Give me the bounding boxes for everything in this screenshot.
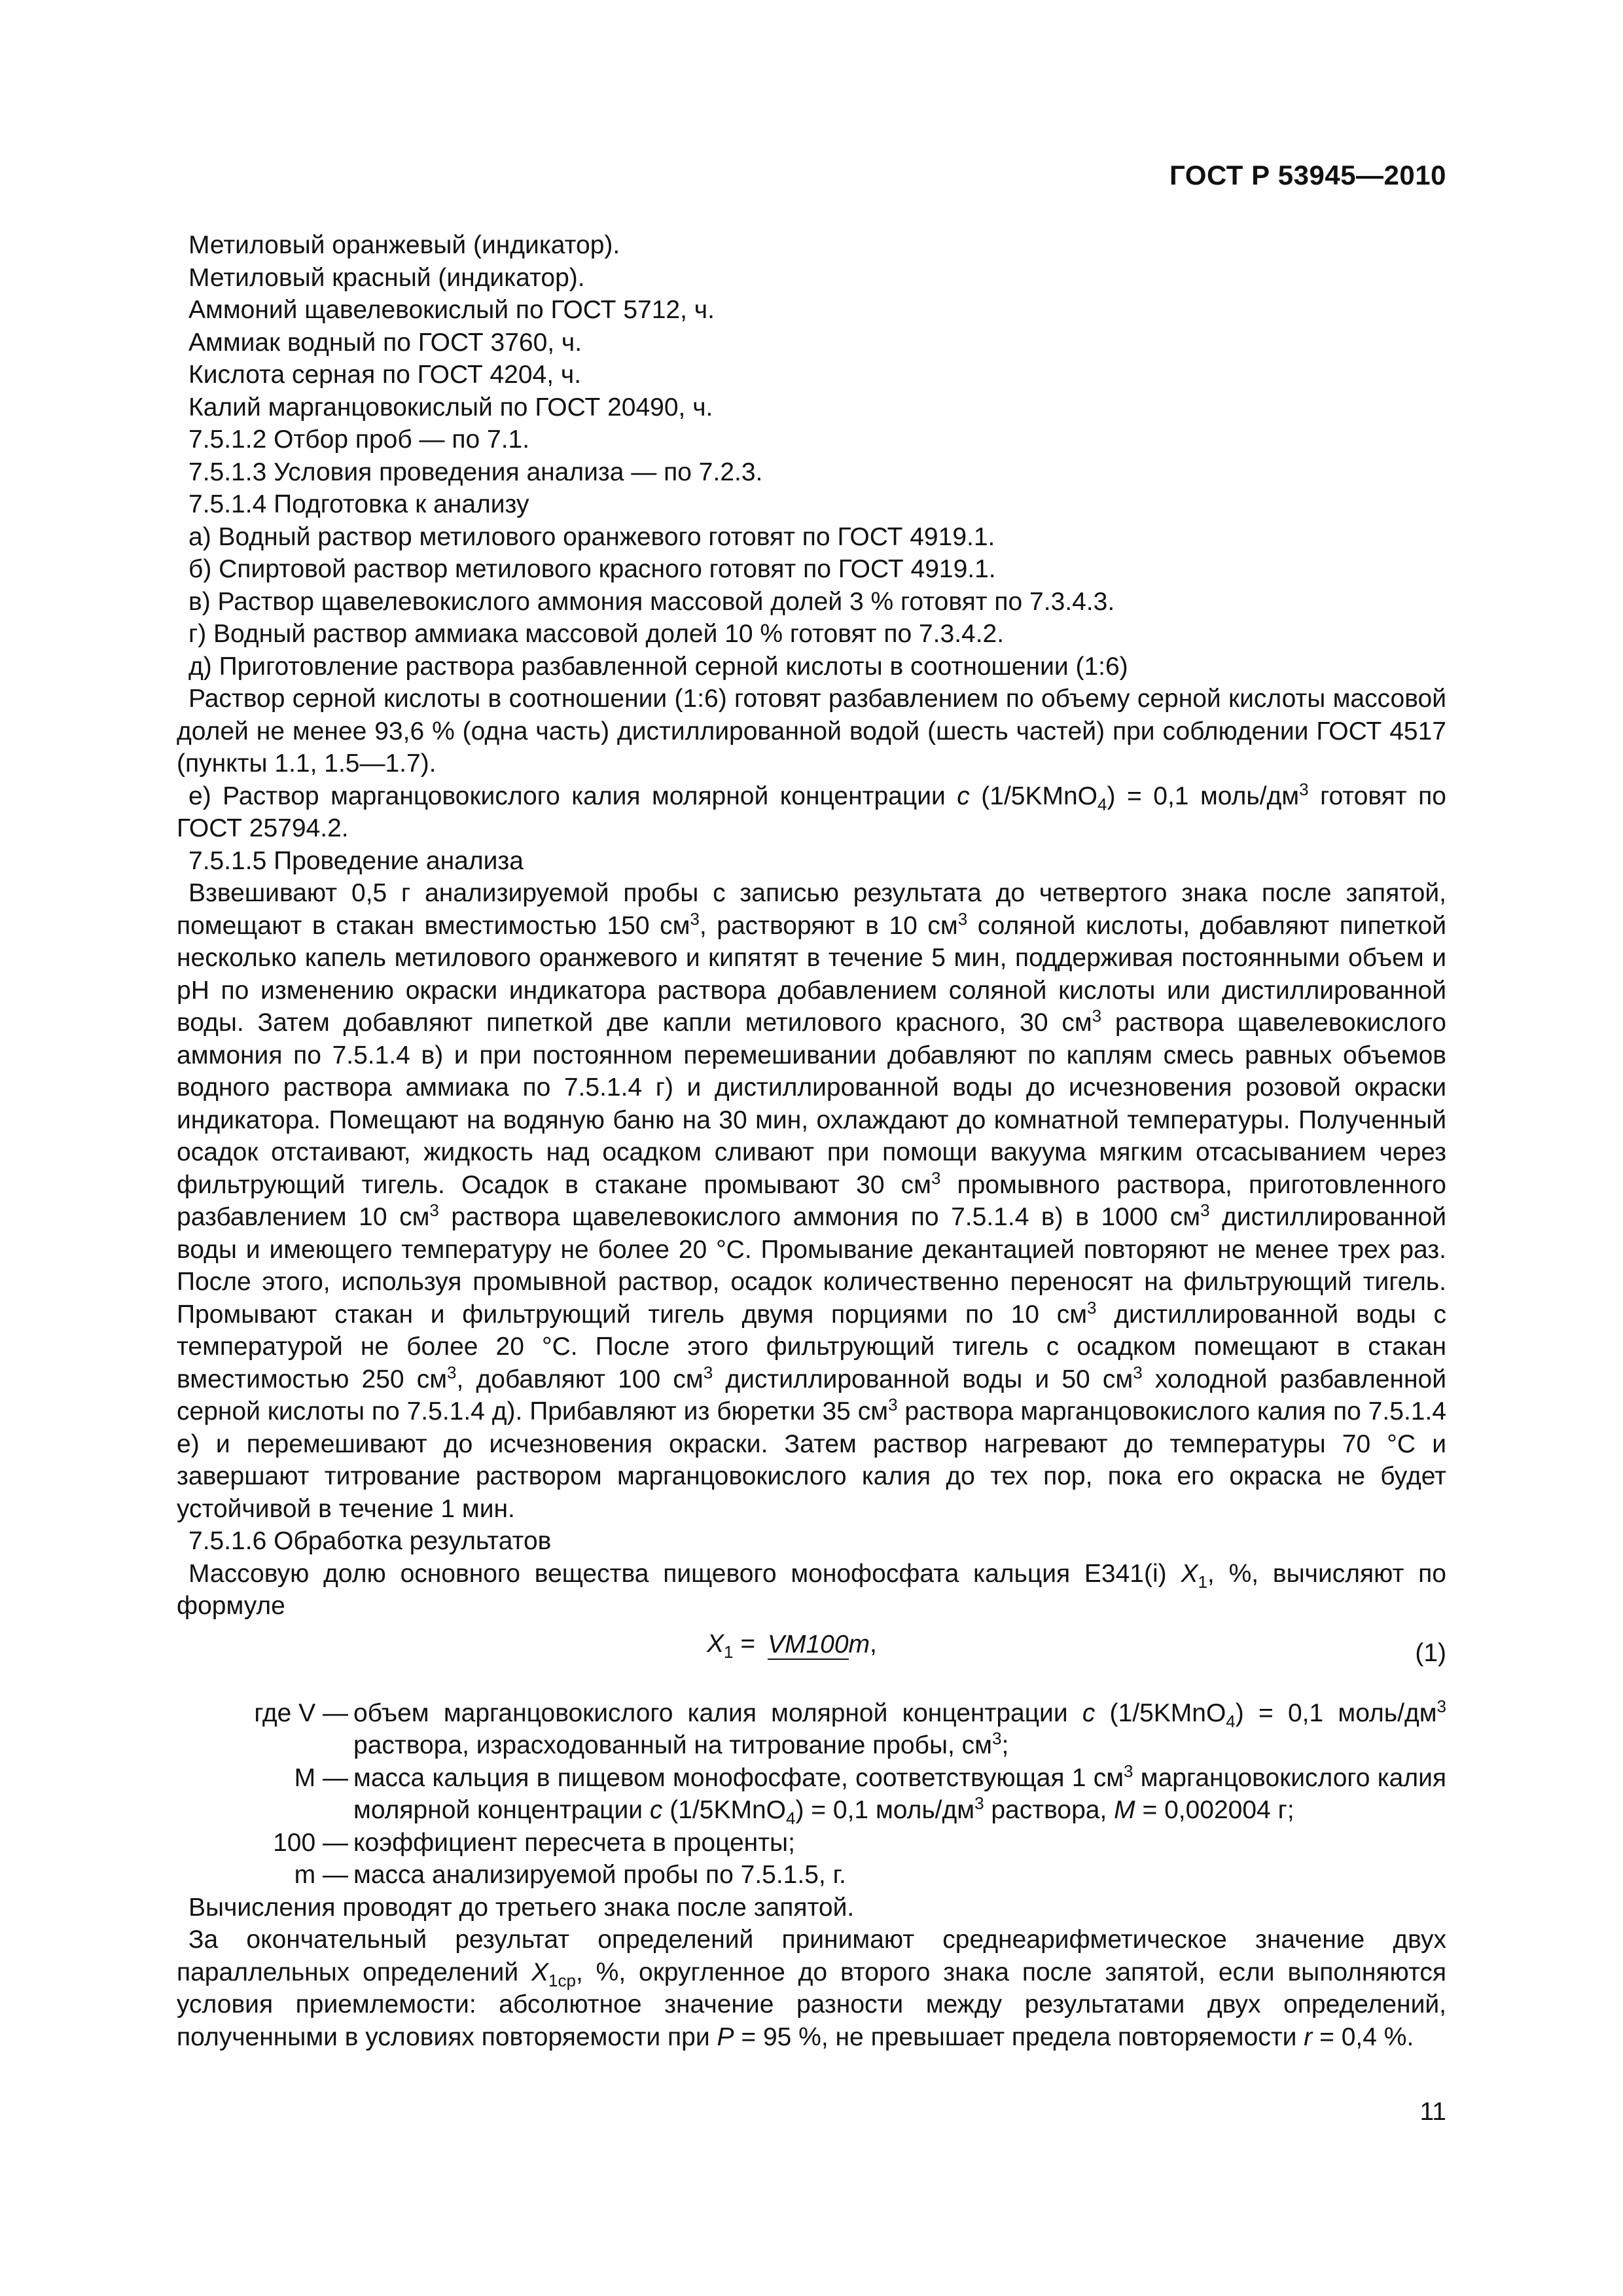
- formula-denominator: m: [848, 1630, 870, 1659]
- definition-mass: m — масса анализируемой пробы по 7.5.1.5, г.: [294, 1861, 846, 1889]
- section-7515: 7.5.1.5 Проведение анализа: [188, 846, 524, 875]
- list-item: Метиловый оранжевый (индикатор).: [188, 231, 620, 259]
- formula-number: (1): [1415, 1638, 1446, 1667]
- section-7516: 7.5.1.6 Обработка результатов: [188, 1527, 552, 1555]
- section-7512: 7.5.1.2 Отбор проб — по 7.1.: [188, 425, 530, 454]
- sulfuric-acid-paragraph: Раствор серной кислоты в соотношении (1:6) готовят разбавлением по объему серной кислоты массовой долей не менее 93,6 % (одна часть) дистиллированной водой (шесть частей) при соблюдении ГОСТ 4517 (пункты 1.1, 1.5—1.7).: [177, 685, 1446, 778]
- prep-item-g: г) Водный раствор аммиака массовой долей 10 % готовят по 7.3.4.2.: [188, 620, 1005, 648]
- prep-item-d: д) Приготовление раствора разбавленной серной кислоты в соотношении (1:6): [188, 652, 1128, 681]
- calc-paragraph: Вычисления проводят до третьего знака после запятой.: [188, 1893, 855, 1922]
- document-header: ГОСТ Р 53945—2010: [1169, 160, 1446, 190]
- definition-100: 100 — коэффициент пересчета в проценты;: [273, 1828, 795, 1857]
- page-number: 11: [1419, 2098, 1446, 2126]
- formula-numerator: VM100: [767, 1630, 849, 1659]
- prep-item-e: е) Раствор марганцовокислого калия молярной концентрации с (1/5KMnO$_4$) = 0,1 моль/$дм^3$ готовят по ГОСТ 25794.2.: [177, 779, 1446, 842]
- prep-item-v: в) Раствор щавелевокислого аммония массовой долей 3 % готовят по 7.3.4.3.: [188, 587, 1115, 616]
- list-item: Аммиак водный по ГОСТ 3760, ч.: [188, 328, 582, 357]
- formula-1: [177, 1624, 1446, 1697]
- definition-v: где V — объем марганцовокислого калия молярной концентрации с (1/5KMnO$_4$) = 0,1 моль/$дм^3$ раствора, израсходованный на титрование пробы, $см^3$;: [254, 1696, 1446, 1759]
- definition-m: M — масса кальция в пищевом монофосфате, соответствующая 1 $см^3$ марганцовокислого калия молярной концентрации с (1/5KMnO$_4$) = 0,1 моль/$дм^3$ раствора, M = 0,002004 г;: [294, 1761, 1446, 1828]
- analysis-paragraph: Взвешивают 0,5 г анализируемой пробы с записью результата до четвертого знака после запятой, помещают в стакан вместимостью 150 $см^3$, растворяют в 10 $см^3$ соляной кислоты, добавляют пипеткой несколько капель метилового оранжевого и кипятят в течение 5 мин, поддерживая постоянными объем и pH по изменению окраски индикатора раствора добавлением соляной кислоты или дистиллированной воды. Затем добавляют пипеткой две капли метилового красного, 30 $см^3$ раствора щавелевокислого аммония по 7.5.1.4 в) и при постоянном перемешивании добавляют по каплям смесь равных объемов водного раствора аммиака по 7.5.1.4 г) и дистиллированной воды до исчезновения розовой окраски индикатора. Помещают на водяную баню на 30 мин, охлаждают до комнатной температуры. Полученный осадок отстаивают, жидкость над осадком сливают при помощи вакуума мягким отсасыванием через фильтрующий тигель. Осадок в стакане промывают 30 $см^3$ промывного раствора, приготовленного разбавлением 10 $см^3$ раствора щавелевокислого аммония по 7.5.1.4 в) в 1000 $см^3$ дистиллированной воды и имеющего температуру не более 20 °С. Промывание декантацией повторяют не менее трех раз. После этого, используя промывной раствор, осадок количественно переносят на фильтрующий тигель. Промывают стакан и фильтрующий тигель двумя порциями по 10 $см^3$ дистиллированной воды с температурой не более 20 °С. После этого фильтрующий тигель с осадком помещают в стакан вместимостью 250 $см^3$, добавляют 100 $см^3$ дистиллированной воды и 50 $см^3$ холодной разбавленной серной кислоты по 7.5.1.4 д). Прибавляют из бюретки 35 $см^3$ раствора марганцовокислого калия по 7.5.1.4 е) и перемешивают до исчезновения окраски. Затем раствор нагревают до температуры 70 °С и завершают титрование раствором марганцовокислого калия до тех пор, пока его окраска не будет устойчивой в течение 1 мин.: [177, 879, 1447, 1523]
- list-item: Калий марганцовокислый по ГОСТ 20490, ч.: [188, 393, 713, 422]
- formula-fraction: [768, 1628, 870, 1661]
- section-7514: 7.5.1.4 Подготовка к анализу: [188, 490, 529, 518]
- list-item: Метиловый красный (индикатор).: [188, 263, 585, 292]
- mass-fraction-paragraph: Массовую долю основного вещества пищевого монофосфата кальция Е341(i) $X_1$, %, вычисляют по формуле: [177, 1559, 1446, 1620]
- formula-expression: $X_1 = VM100m$,: [707, 1629, 877, 1662]
- list-item: Аммоний щавелевокислый по ГОСТ 5712, ч.: [188, 296, 715, 324]
- prep-item-b: б) Спиртовой раствор метилового красного готовят по ГОСТ 4919.1.: [188, 555, 996, 583]
- document-body: [177, 229, 1446, 2053]
- prep-item-a: а) Водный раствор метилового оранжевого готовят по ГОСТ 4919.1.: [188, 522, 995, 551]
- final-result-paragraph: За окончательный результат определений принимают среднеарифметическое значение двух параллельных определений $X_{1ср}$, %, округленное до второго знака после запятой, если выполняются условия приемлемости: абсолютное значение разности между результатами двух определений, полученными в условиях повторяемости при P = 95 %, не превышает предела повторяемости r = 0,4 %.: [177, 1926, 1446, 2051]
- list-item: Кислота серная по ГОСТ 4204, ч.: [188, 361, 582, 389]
- section-7513: 7.5.1.3 Условия проведения анализа — по 7.2.3.: [188, 457, 763, 486]
